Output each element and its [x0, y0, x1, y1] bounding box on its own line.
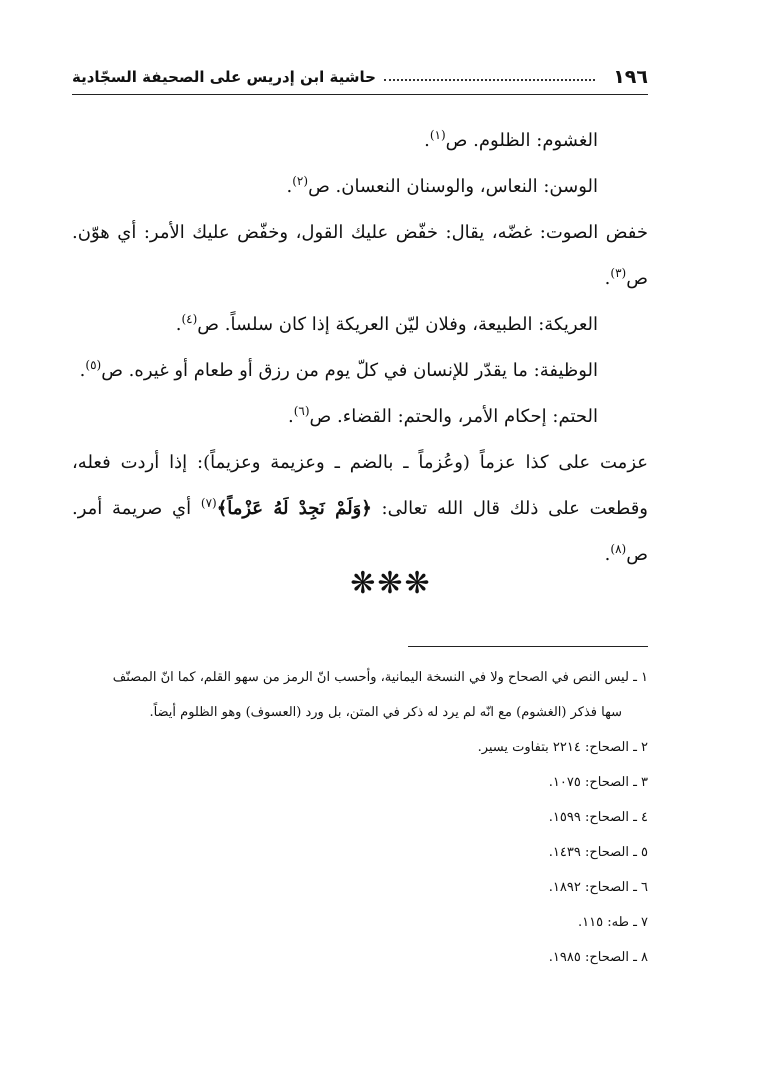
- footnote-ref: (١): [429, 128, 446, 142]
- footnotes: [72, 660, 648, 975]
- footnote-ref: (٥): [85, 358, 102, 372]
- main-text: [72, 118, 648, 578]
- entry-end: .: [175, 314, 182, 335]
- footnote-ref: (٤): [181, 312, 198, 326]
- entry-text: العريكة: الطبيعة، وفلان ليّن العريكة إذا كان سلساً. ص: [197, 314, 598, 335]
- page-number: ١٩٦: [613, 66, 648, 88]
- footnote-ref: (٢): [292, 174, 309, 188]
- footnote-5: ٥ ـ الصحاح: ١٤٣٩.: [548, 845, 648, 860]
- running-header: [72, 62, 648, 92]
- entry-text: أي صريمة أمر. ص: [72, 498, 648, 565]
- header-leader-dots: [384, 79, 595, 81]
- entry-azm: [72, 440, 648, 578]
- entry-ghashum: [72, 118, 648, 164]
- entry-end: .: [604, 544, 611, 565]
- running-title: حاشية ابن إدريس على الصحيفة السجّادية: [72, 68, 376, 86]
- quran-quote: ﴿وَلَمْ نَجِدْ لَهُ عَزْماً﴾: [216, 498, 372, 519]
- section-ornament: ❋❋❋: [350, 566, 432, 601]
- footnote-3: ٣ ـ الصحاح: ١٠٧٥.: [548, 775, 648, 790]
- entry-end: .: [287, 406, 294, 427]
- footnote-1-continued: سها فذكر (الغشوم) مع انّه لم يرد له ذكر في المتن، بل ورد (العسوف) وهو الظلوم أيضاً.: [149, 705, 622, 720]
- footnote-1: ١ ـ ليس النص في الصحاح ولا في النسخة اليمانية، وأحسب انّ الرمز من سهو القلم، كما انّ المصنّف: [112, 670, 648, 685]
- entry-khafd: [72, 210, 648, 302]
- entry-text: الوسن: النعاس، والوسنان النعسان. ص: [308, 176, 598, 197]
- entry-wazifa: [72, 348, 648, 394]
- entry-text: الحتم: إحكام الأمر، والحتم: القضاء. ص: [309, 406, 598, 427]
- entry-wasan: [72, 164, 648, 210]
- footnote-6: ٦ ـ الصحاح: ١٨٩٢.: [548, 880, 648, 895]
- entry-end: .: [424, 130, 430, 151]
- footnote-ref: (٣): [610, 266, 627, 280]
- entry-end: .: [79, 360, 86, 381]
- footnote-8: ٨ ـ الصحاح: ١٩٨٥.: [548, 950, 648, 965]
- entry-text: خفض الصوت: غضّه، يقال: خفّض عليك القول، وخفّض عليك الأمر: أي هوّن. ص: [72, 222, 648, 289]
- footnote-rule: [408, 646, 648, 647]
- footnote-ref: (٦): [293, 404, 310, 418]
- footnote-ref: (٨): [610, 542, 627, 556]
- entry-text: عزمت على كذا عزماً (وعُزماً ـ بالضم ـ وعزيمة وعزيماً): إذا أردت فعله، وقطعت على ذلك قال الله تعالى:: [72, 452, 648, 519]
- entry-hatm: [72, 394, 648, 440]
- footnote-7: ٧ ـ طه: ١١٥.: [578, 915, 648, 930]
- entry-arika: [72, 302, 648, 348]
- footnote-ref: (٧): [200, 496, 217, 510]
- entry-text: الوظيفة: ما يقدّر للإنسان في كلّ يوم من رزق أو طعام أو غيره. ص: [101, 360, 598, 381]
- entry-end: .: [286, 176, 293, 197]
- entry-end: .: [604, 268, 611, 289]
- footnote-4: ٤ ـ الصحاح: ١٥٩٩.: [548, 810, 648, 825]
- footnote-2: ٢ ـ الصحاح: ٢٢١٤ بتفاوت يسير.: [477, 740, 648, 755]
- entry-text: الغشوم: الظلوم. ص: [445, 130, 598, 151]
- header-rule: [72, 94, 648, 95]
